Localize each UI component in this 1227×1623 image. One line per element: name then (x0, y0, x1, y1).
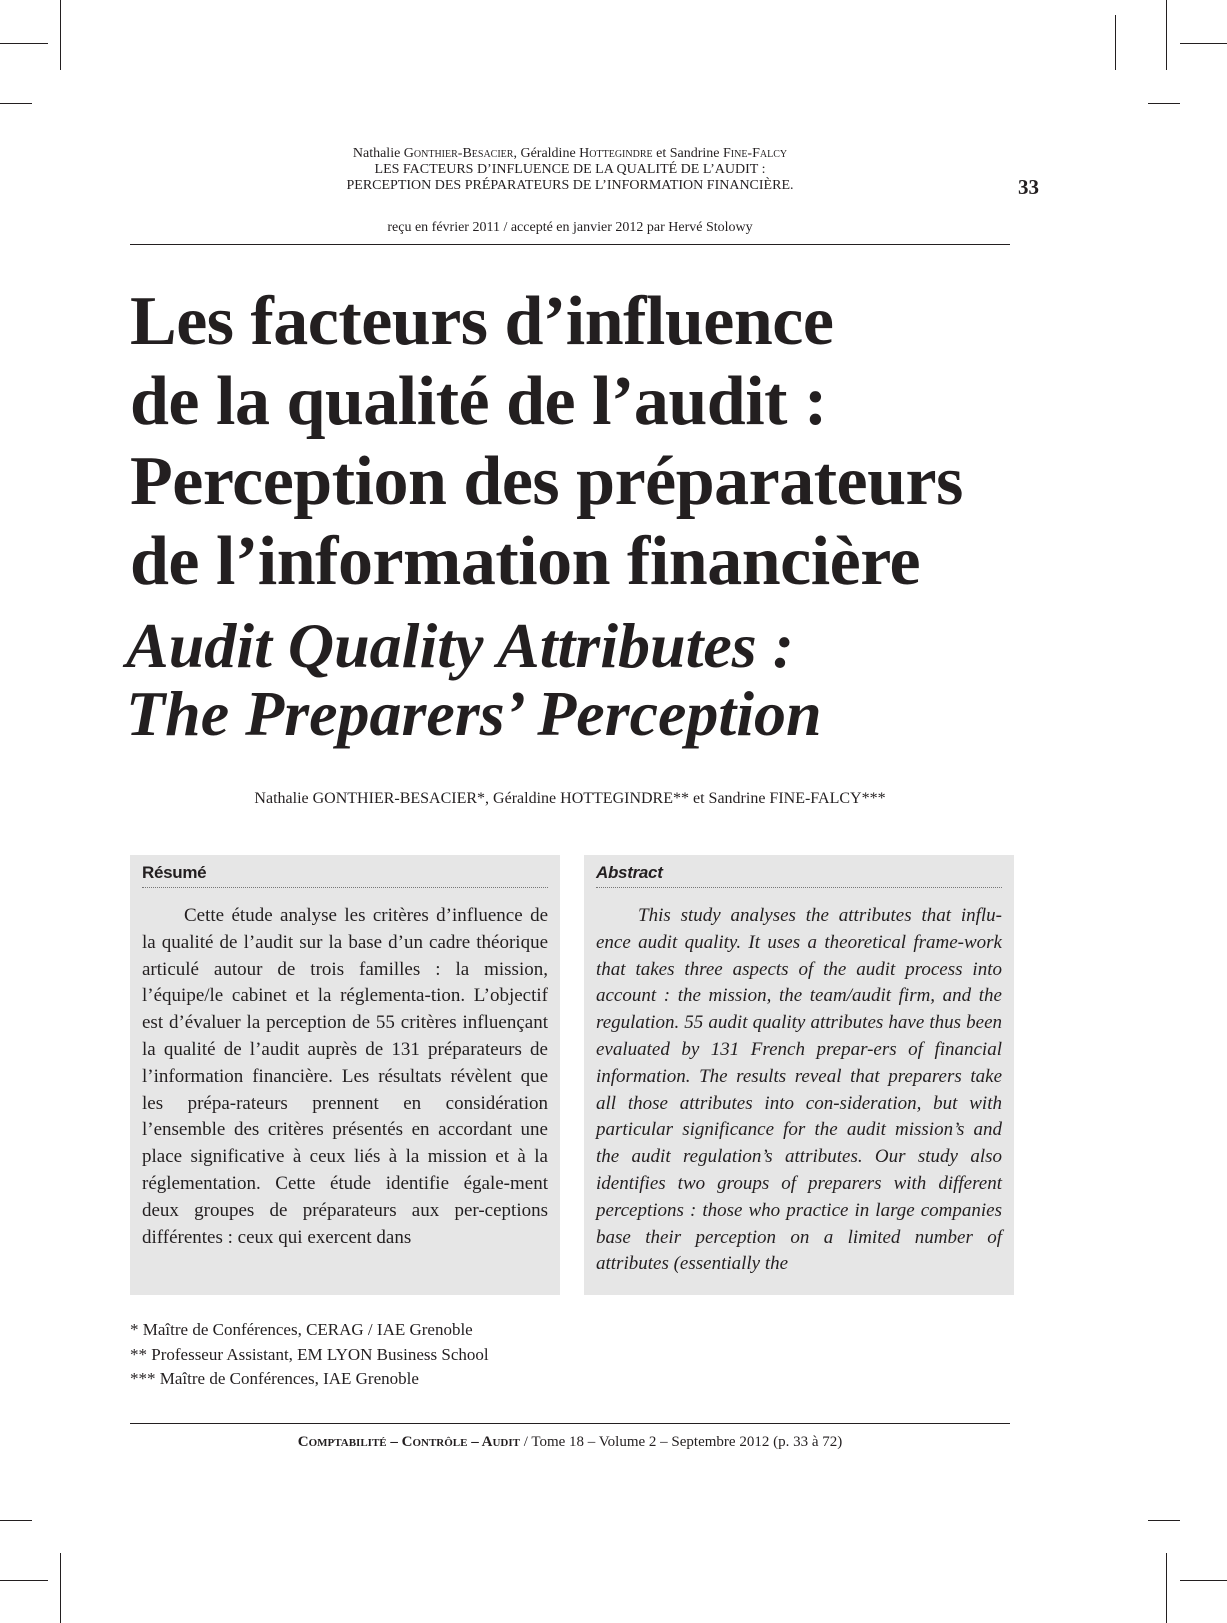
crop-mark (1148, 1520, 1180, 1521)
footnotes (130, 1318, 489, 1392)
title-french (130, 282, 1030, 602)
crop-mark (1148, 103, 1180, 104)
footnote: ** Professeur Assistant, EM LYON Business School (130, 1344, 489, 1364)
crop-mark (1180, 43, 1227, 44)
running-header (130, 146, 1010, 194)
running-header-title-line2: PERCEPTION DES PRÉPARATEURS DE L’INFORMATION FINANCIÈRE. (346, 178, 794, 193)
resume-text: Cette étude analyse les critères d’influence de la qualité de l’audit sur la base d’un cadre théorique articulé autour de trois familles : la mission, l’équipe/le cabinet et la réglementa-tion. L’objectif est d’évaluer la perception de 55 critères influençant la qualité de l’audit auprès de 131 préparateurs de l’information financière. Les résultats révèlent que les prépa-rateurs prennent en considération l’ensemble des critères présentés en accordant une place significative à ceux liés à la mission et à la réglementation. Cette étude identifie égale-ment deux groupes de préparateurs aux per-ceptions différentes : ceux qui exercent dans (142, 905, 548, 1248)
resume-heading: Résumé (142, 863, 548, 888)
journal-name: Comptabilité – Contrôle – Audit (297, 1434, 520, 1450)
running-header-authors: Nathalie Gonthier-Besacier, Géraldine Hottegindre et Sandrine Fine-Falcy (352, 146, 788, 161)
footnote: *** Maître de Conférences, IAE Grenoble (130, 1369, 419, 1388)
crop-mark (0, 1520, 32, 1521)
title-fr-line: Les facteurs d’influence (130, 283, 834, 360)
abstract-text: This study analyses the attributes that influ-ence audit quality. It uses a theoretical frame-work that takes three aspects of the audit process into account : the mission, the team/audit firm, and the regulation. 55 audit quality attributes have thus been evaluated by 131 French prepar-ers of financial information. The results reveal that preparers take all those attributes into con-sideration, but with particular significance for the audit mission’s and the audit regulation’s attributes. Our study also identifies two groups of preparers with different perceptions : those who practice in large companies base their perception on a limited number of attributes (essentially the (596, 905, 1002, 1275)
resume-box (130, 855, 560, 1295)
title-en-line: Audit Quality Attributes : (126, 610, 794, 681)
abstract-heading: Abstract (596, 863, 1002, 888)
running-header-title-line1: LES FACTEURS D’INFLUENCE DE LA QUALITÉ DE L’AUDIT : (374, 162, 766, 177)
crop-mark (60, 1553, 61, 1623)
journal-details: / Tome 18 – Volume 2 – Septembre 2012 (p. 33 à 72) (519, 1434, 843, 1450)
title-fr-line: de l’information financière (130, 523, 921, 600)
crop-mark (1166, 1553, 1167, 1623)
abstract-box (584, 855, 1014, 1295)
crop-mark (1166, 0, 1167, 70)
crop-mark (1115, 15, 1116, 70)
authors-line: Nathalie GONTHIER-BESACIER*, Géraldine HOTTEGINDRE** et Sandrine FINE-FALCY*** (254, 790, 886, 807)
footer-rule (130, 1423, 1010, 1424)
title-en-line: The Preparers’ Perception (126, 678, 822, 749)
title-fr-line: de la qualité de l’audit : (130, 363, 827, 440)
crop-mark (1180, 1580, 1227, 1581)
title-english (126, 612, 1026, 748)
title-fr-line: Perception des préparateurs (130, 443, 963, 520)
page-number: 33 (1018, 175, 1039, 199)
journal-footer (130, 1434, 1010, 1451)
crop-mark (0, 43, 48, 44)
crop-mark (0, 103, 32, 104)
received-accepted-line: reçu en février 2011 / accepté en janvier 2012 par Hervé Stolowy (387, 220, 753, 235)
footnote: * Maître de Conférences, CERAG / IAE Grenoble (130, 1320, 473, 1339)
crop-mark (0, 1580, 48, 1581)
crop-mark (60, 0, 61, 70)
header-rule (130, 244, 1010, 245)
